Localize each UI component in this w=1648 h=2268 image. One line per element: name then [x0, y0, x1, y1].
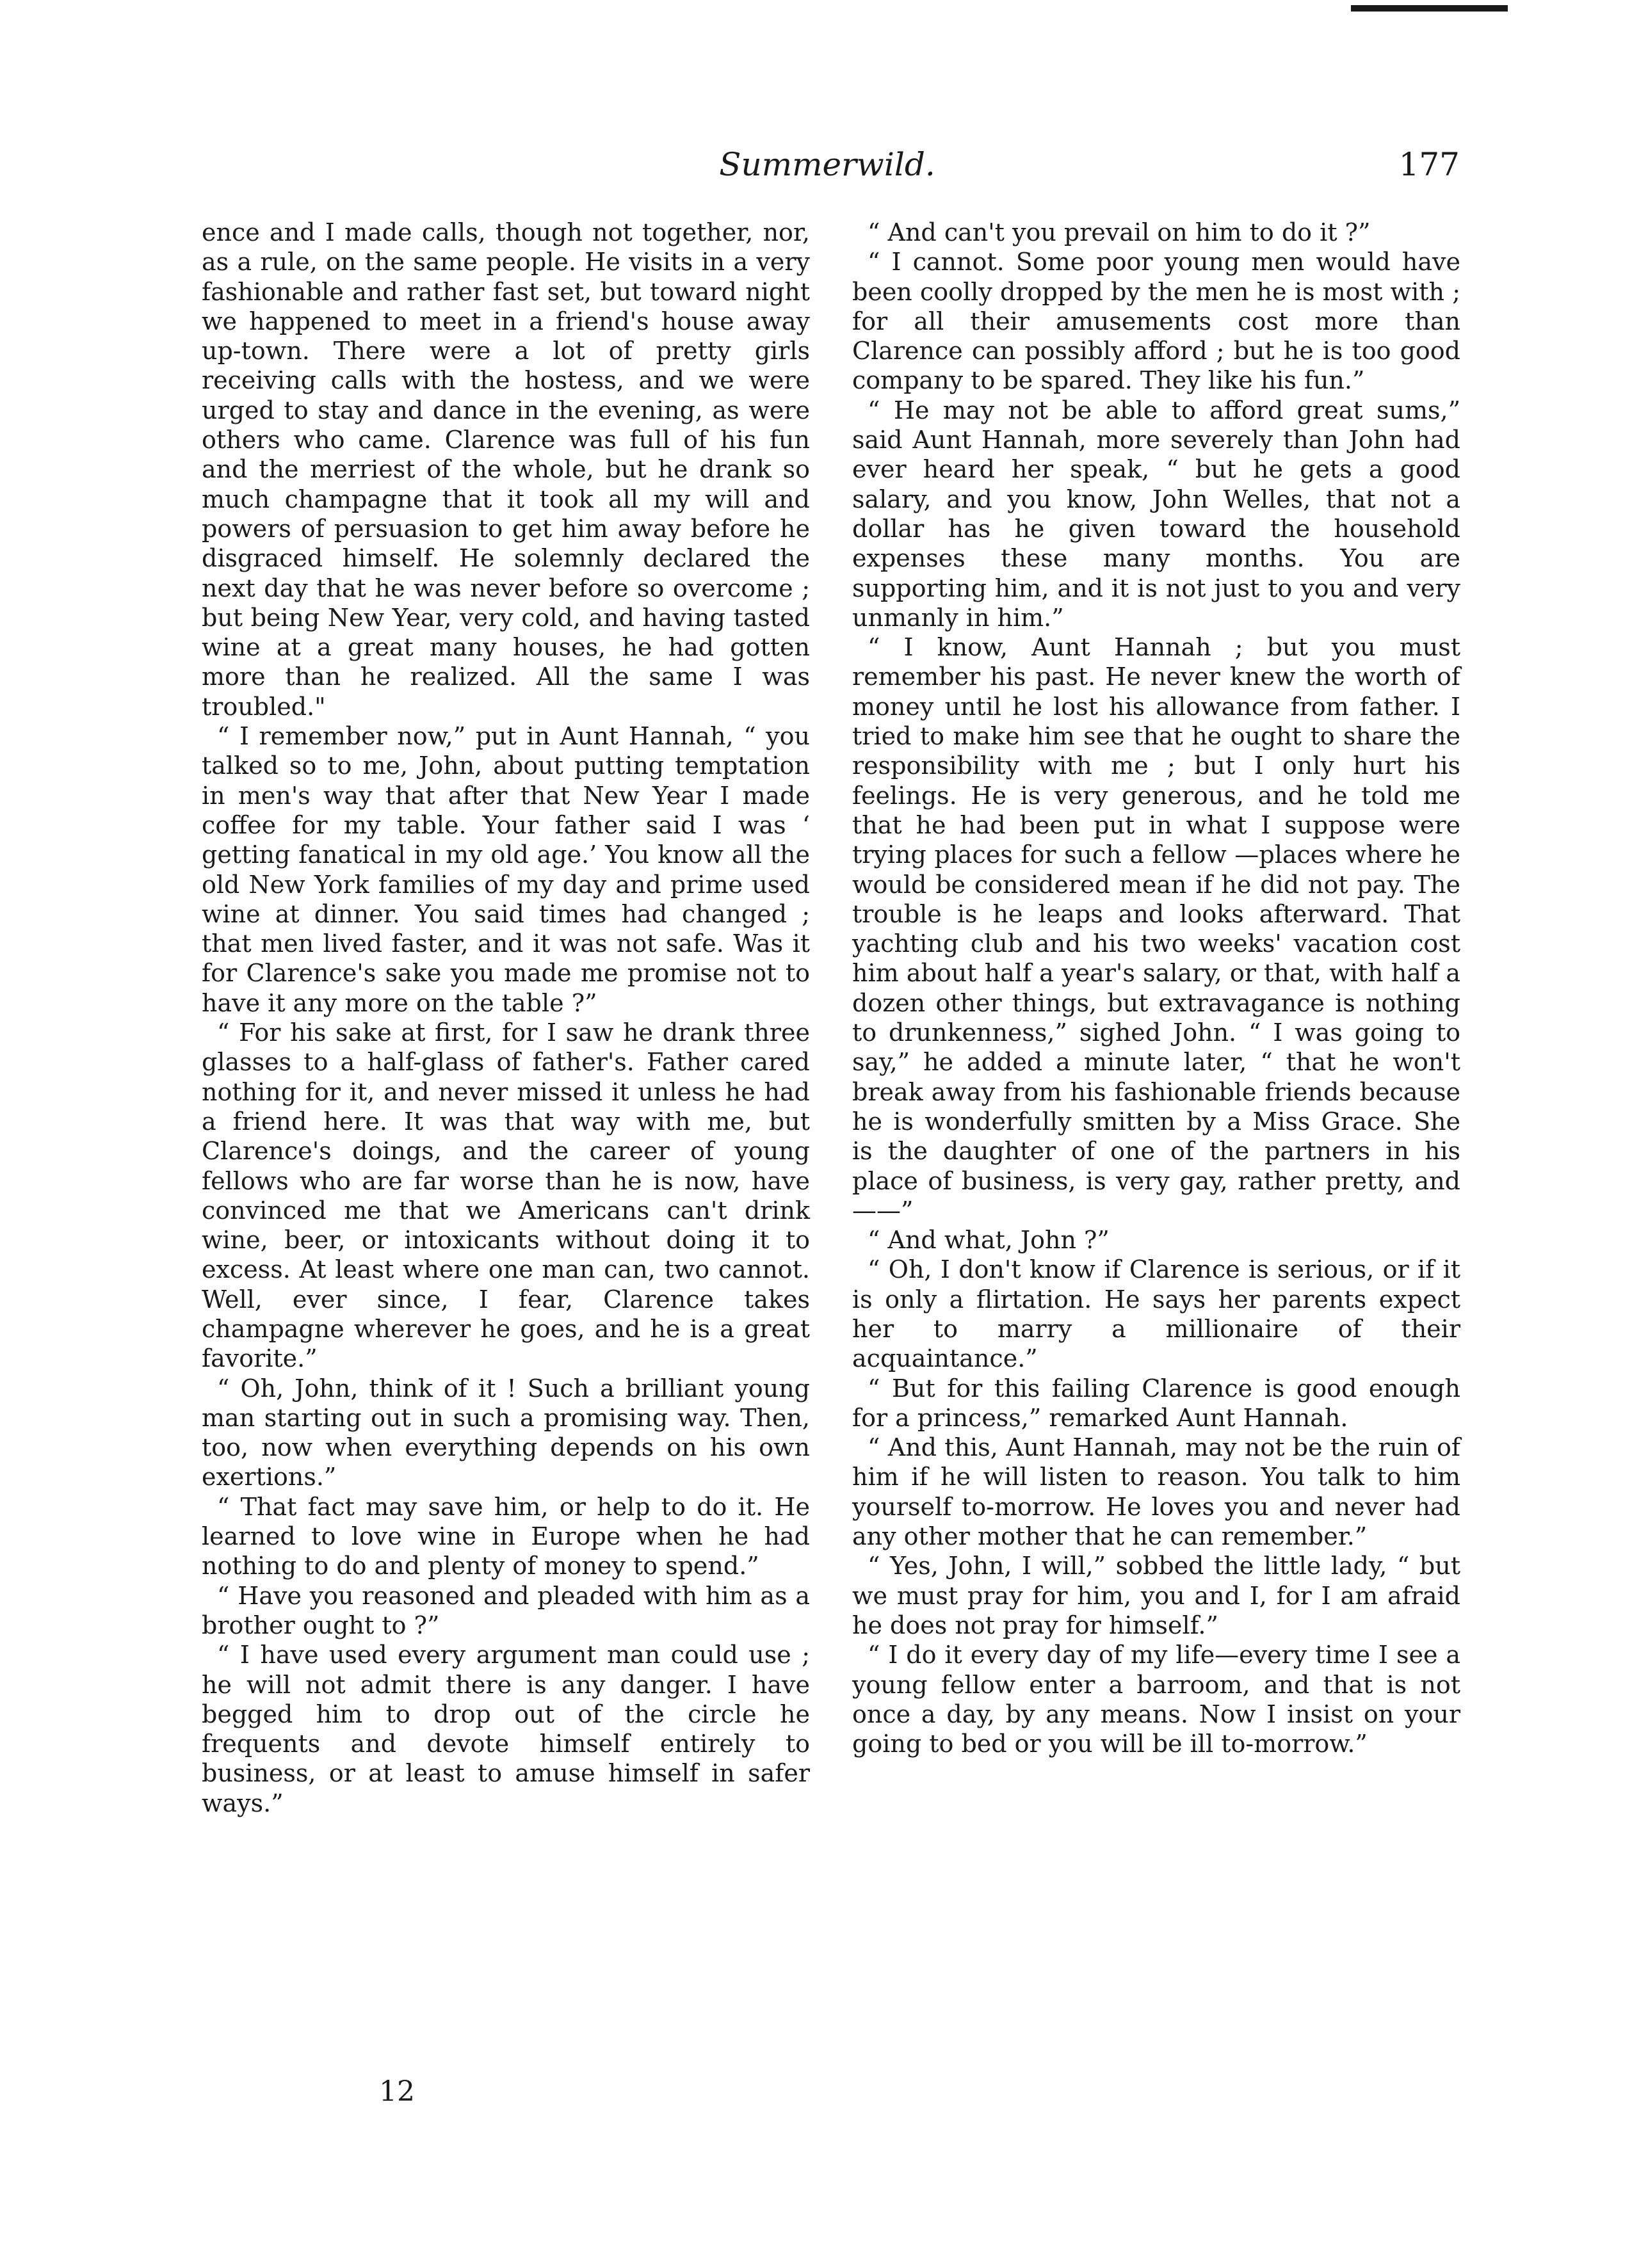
paragraph: ence and I made calls, though not together, nor, as a rule, on the same people. He visits in a very fashionable and rather fast set, but toward night we happened to meet in a friend's house away up-town. There were a lot of pretty girls receiving calls with the hostess, and we were urged to stay and dance in the evening, as were others who came. Clarence was full of his fun and the merriest of the whole, but he drank so much champagne that it took all my will and powers of persuasion to get him away before he disgraced himself. He solemnly declared the next day that he was never before so overcome ; but being New Year, very cold, and having tasted wine at a great many houses, he had gotten more than he realized. All the same I was troubled."	[202, 218, 810, 721]
page-number: 177	[1398, 146, 1460, 183]
left-column	[202, 218, 810, 1818]
signature-mark: 12	[379, 2075, 415, 2108]
paragraph: “ And what, John ?”	[868, 1226, 1110, 1255]
paragraph: “ Have you reasoned and pleaded with him as a brother ought to ?”	[202, 1581, 810, 1639]
paragraph: “ And can't you prevail on him to do it ?”	[868, 218, 1371, 246]
paragraph: “ And this, Aunt Hannah, may not be the ruin of him if he will listen to reason. You talk to him yourself to-morrow. He loves you and never had any other mother that he can remember.”	[852, 1433, 1460, 1551]
paragraph: “ But for this failing Clarence is good enough for a princess,” remarked Aunt Hannah.	[852, 1374, 1460, 1432]
paragraph: “ That fact may save him, or help to do it. He learned to love wine in Europe when he had nothing to do and plenty of money to spend.”	[202, 1492, 810, 1580]
paragraph: “ For his sake at first, for I saw he drank three glasses to a half-glass of father's. Father cared nothing for it, and never missed it unless he had a friend here. It was that way with me, but Clarence's doings, and the career of young fellows who are far worse than he is now, have convinced me that we Americans can't drink wine, beer, or intoxicants without doing it to excess. At least where one man can, two cannot. Well, ever since, I fear, Clarence takes champagne wherever he goes, and he is a great favorite.”	[202, 1018, 810, 1373]
paragraph: “ Oh, John, think of it ! Such a brilliant young man starting out in such a promising way. Then, too, now when everything depends on his own exertions.”	[202, 1374, 810, 1492]
paragraph: “ Yes, John, I will,” sobbed the little lady, “ but we must pray for him, you and I, for I am afraid he does not pray for himself.”	[852, 1552, 1460, 1639]
paragraph: “ He may not be able to afford great sums,” said Aunt Hannah, more severely than John had ever heard her speak, “ but he gets a good salary, and you know, John Welles, that not a dollar has he given toward the household expenses these many months. You are supporting him, and it is not just to you and very unmanly in him.”	[852, 396, 1460, 632]
paragraph: “ I know, Aunt Hannah ; but you must remember his past. He never knew the worth of money until he lost his allowance from father. I tried to make him see that he ought to share the responsibility with me ; but I only hurt his feelings. He is very generous, and he told me that he had been put in what I suppose were trying places for such a fellow —places where he would be considered mean if he did not pay. The trouble is he leaps and looks afterward. That yachting club and his two weeks' vacation cost him about half a year's salary, or that, with half a dozen other things, but extravagance is nothing to drunkenness,” sighed John. “ I was going to say,” he added a minute later, “ that he won't break away from his fashionable friends because he is wonderfully smitten by a Miss Grace. She is the daughter of one of the partners in his place of business, is very gay, rather pretty, and——”	[852, 633, 1460, 1225]
right-column	[852, 218, 1460, 1758]
paragraph: “ I cannot. Some poor young men would have been coolly dropped by the men he is most with ; for all their amusements cost more than Clarence can possibly afford ; but he is too good company to be spared. They like his fun.”	[852, 248, 1460, 395]
paragraph: “ I remember now,” put in Aunt Hannah, “ you talked so to me, John, about putting temptation in men's way that after that New Year I made coffee for my table. Your father said I was ‘ getting fanatical in my old age.’ You know all the old New York families of my day and prime used wine at dinner. You said times had changed ; that men lived faster, and it was not safe. Was it for Clarence's sake you made me promise not to have it any more on the table ?”	[202, 722, 810, 1017]
top-rule	[1351, 5, 1508, 12]
paragraph: “ I have used every argument man could use ; he will not admit there is any danger. I have begged him to drop out of the circle he frequents and devote himself entirely to business, or at least to amuse himself in safer ways.”	[202, 1641, 810, 1817]
paragraph: “ I do it every day of my life—every time I see a young fellow enter a barroom, and that is not once a day, by any means. Now I insist on your going to bed or you will be ill to-morrow.”	[852, 1641, 1460, 1758]
paragraph: “ Oh, I don't know if Clarence is serious, or if it is only a flirtation. He says her parents expect her to marry a millionaire of their acquaintance.”	[852, 1255, 1460, 1373]
running-header-title: Summerwild.	[719, 146, 935, 183]
